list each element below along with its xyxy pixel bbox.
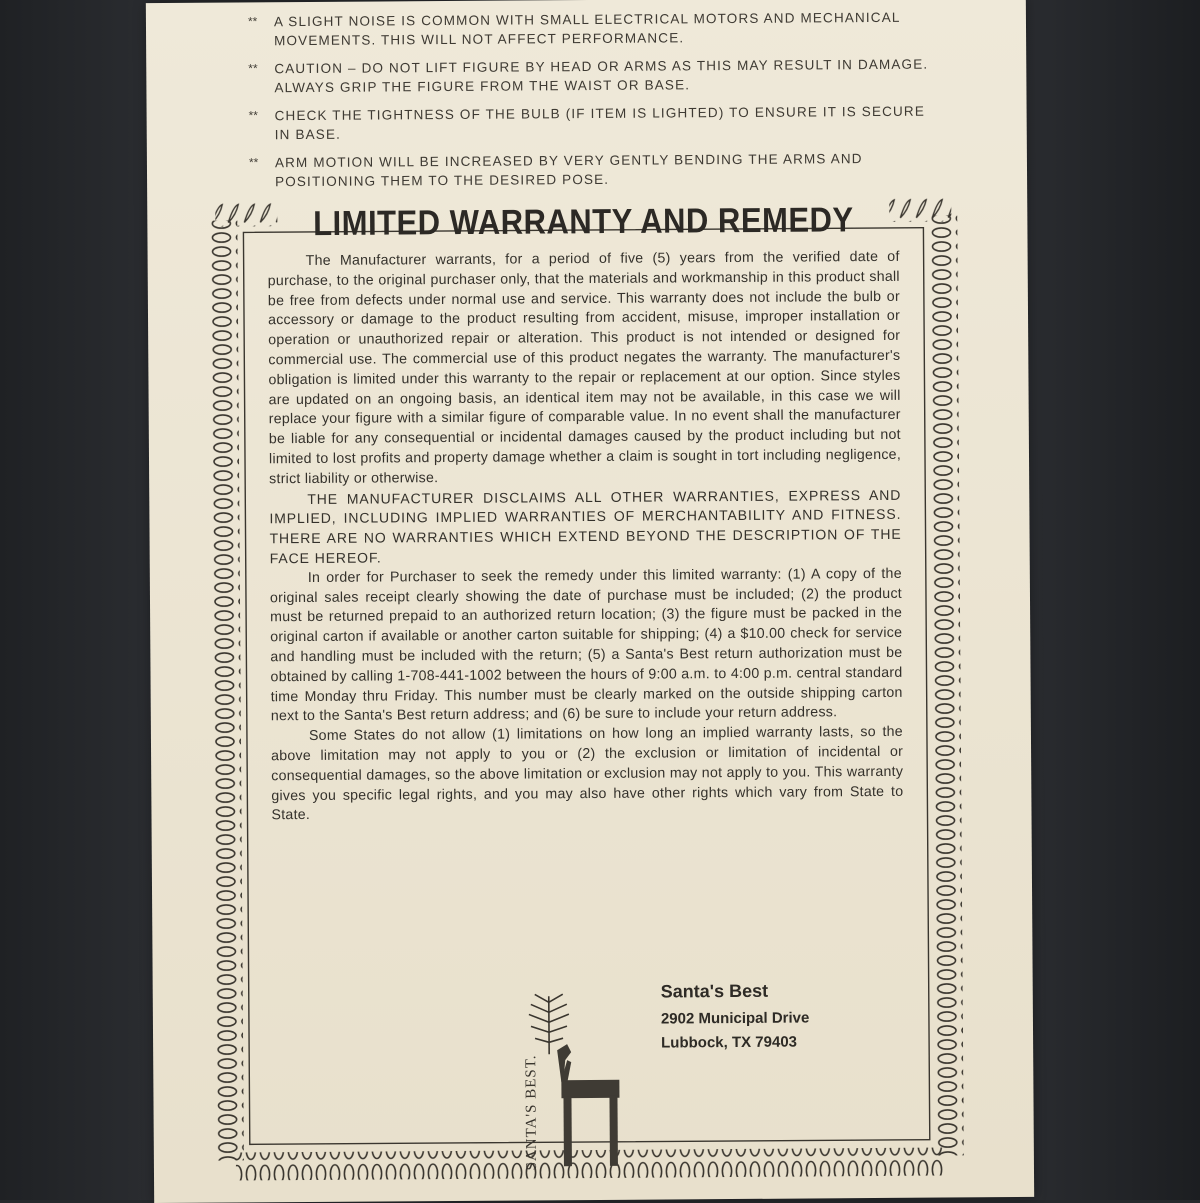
note-bullet: ** xyxy=(249,153,258,172)
warranty-body xyxy=(268,248,904,827)
logo-text: SANTA'S BEST. xyxy=(523,1054,540,1170)
note-text: CAUTION – DO NOT LIFT FIGURE BY HEAD OR ARMS AS THIS MAY RESULT IN DAMAGE. ALWAYS GRIP THE FIGURE FROM THE WAIST OR BASE. xyxy=(274,57,928,96)
instruction-sheet xyxy=(146,0,1034,1203)
street-address: 2902 Municipal Drive xyxy=(661,1006,810,1031)
background-left xyxy=(0,0,160,1200)
warranty-paragraph: Some States do not allow (1) limitations on how long an implied warranty lasts, so the above limitation may not apply to you or (2) the exclusion or limitation of incidental or consequential damages, so the above limitation or exclusion may not apply to you. This warranty gives you specific legal rights, and you may also have other rights which vary from State to State. xyxy=(271,723,904,826)
note-bullet: ** xyxy=(249,106,258,125)
warranty-paragraph: In order for Purchaser to seek the remedy under this limited warranty: (1) A copy of the original sales receipt clearly showing the date of purchase must be included; (2) the product must be returned prepaid to an authorized return location; (3) the figure must be packed in the original carton if available or another carton suitable for shipping; (4) a $10.00 check for service and handling must be included with the return; (5) a Santa's Best return authorization must be obtained by calling 1-708-441-1002 between the hours of 9:00 a.m. to 4:00 p.m. central standard time Monday thru Friday. This number must be clearly marked on the outside shipping carton next to the Santa's Best return address; and (6) be sure to include your return address. xyxy=(270,565,903,728)
note-text: CHECK THE TIGHTNESS OF THE BULB (IF ITEM IS LIGHTED) TO ENSURE IT IS SECURE IN BASE. xyxy=(275,104,925,143)
note-item xyxy=(244,55,934,98)
care-notes xyxy=(244,8,935,201)
note-text: ARM MOTION WILL BE INCREASED BY VERY GENTLY BENDING THE ARMS AND POSITIONING THEM TO THE DESIRED POSE. xyxy=(275,151,863,189)
note-bullet: ** xyxy=(248,12,257,31)
note-item xyxy=(245,102,935,145)
company-name: Santa's Best xyxy=(661,978,810,1003)
note-bullet: ** xyxy=(248,59,257,78)
warranty-disclaimer: THE MANUFACTURER DISCLAIMS ALL OTHER WARRANTIES, EXPRESS AND IMPLIED, INCLUDING IMPLIED WARRANTIES OF MERCHANTABILITY AND FITNESS. THERE ARE NO WARRANTIES WHICH EXTEND BEYOND THE DESCRIPTION OF THE FACE HEREOF. xyxy=(269,485,902,569)
note-item xyxy=(245,149,935,192)
company-address xyxy=(661,978,810,1055)
reindeer-logo xyxy=(505,990,636,1176)
warranty-title: LIMITED WARRANTY AND REMEDY xyxy=(209,199,957,245)
note-text: A SLIGHT NOISE IS COMMON WITH SMALL ELECTRICAL MOTORS AND MECHANICAL MOVEMENTS. THIS WILL NOT AFFECT PERFORMANCE. xyxy=(274,10,900,48)
background-right xyxy=(1010,0,1200,1200)
city-state-zip: Lubbock, TX 79403 xyxy=(661,1030,810,1055)
warranty-paragraph: The Manufacturer warrants, for a period of five (5) years from the verified date of purchase, to the original purchaser only, that the materials and workmanship in this product shall be free from defects under normal use and service. This warranty does not include the bulb or accessory or damage to the product resulting from accident, misuse, improper installation or operation or unauthorized repair or alteration. This product is not intended or designed for commercial use. The commercial use of this product negates the warranty. The manufacturer's obligation is limited under this warranty to the repair or replacement at our option. Since styles are updated on an ongoing basis, an identical item may not be available, in this case we will replace your figure with a similar figure of comparable value. In no event shall the manufacturer be liable for any consequential or incidental damages caused by the product including but not limited to lost profits and property damage whether a claim is sought in tort including negligence, strict liability or otherwise. xyxy=(268,248,902,490)
warranty-frame xyxy=(209,197,964,1182)
note-item xyxy=(244,8,934,51)
